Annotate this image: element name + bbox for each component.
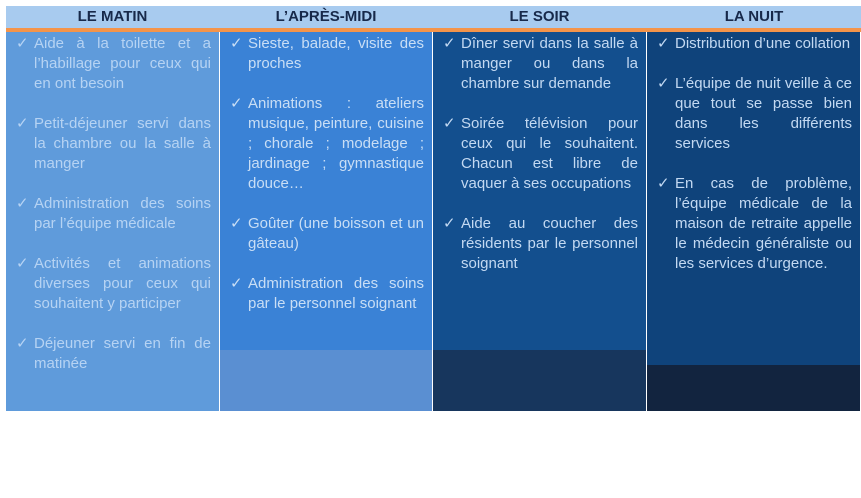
list-item-text: Administration des soins par l’équipe médicale [34,195,211,232]
list-item [443,34,638,94]
check-icon: ✓ [657,175,670,192]
check-icon: ✓ [443,215,456,232]
list-item-text: Goûter (une boisson et un gâteau) [248,215,424,252]
column-apres-midi [220,32,432,411]
check-icon: ✓ [16,195,29,212]
header-soir: LE SOIR [509,8,570,25]
list-item [16,114,211,174]
list-item [443,114,638,194]
list-item-text: Petit-déjeuner servi dans la chambre ou la salle à manger [34,115,211,172]
list-item [16,254,211,314]
list-item-text: Administration des soins par le personnel soignant [248,275,424,312]
column-soir [433,32,646,411]
list-item [16,334,211,374]
check-icon: ✓ [657,35,670,52]
column-matin [6,32,219,411]
check-icon: ✓ [230,35,243,52]
check-icon: ✓ [16,335,29,352]
header-apres-midi: L’APRÈS-MIDI [275,8,377,25]
list-item-text: Déjeuner servi en fin de matinée [34,335,211,372]
header-nuit: LA NUIT [724,8,784,25]
list-item [657,174,852,274]
list-item [230,214,424,254]
check-icon: ✓ [16,35,29,52]
list-item [230,274,424,314]
check-icon: ✓ [16,115,29,132]
list-item-text: Activités et animations diverses pour ceux qui souhaitent y participer [34,255,211,312]
list-item-text: Aide au coucher des résidents par le personnel soignant [461,215,638,272]
table-header [6,6,861,28]
column-items [433,34,646,294]
check-icon: ✓ [657,75,670,92]
header-matin: LE MATIN [77,8,148,25]
check-icon: ✓ [443,35,456,52]
list-item-text: Aide à la toilette et a l’habillage pour ceux qui en ont besoin [34,35,211,92]
list-item [230,34,424,74]
list-item [230,94,424,194]
list-item [443,214,638,274]
check-icon: ✓ [443,115,456,132]
list-item-text: Distribution d’une collation [675,35,851,52]
check-icon: ✓ [230,95,243,112]
column-items [220,34,432,334]
list-item-text: Animations : ateliers musique, peinture, cuisine ; chorale ; modelage ; jardinage ; gymnastique douce… [248,95,424,192]
check-icon: ✓ [230,215,243,232]
list-item [16,34,211,94]
column-nuit [647,32,860,411]
list-item [657,74,852,154]
check-icon: ✓ [16,255,29,272]
list-item [16,194,211,234]
list-item-text: Sieste, balade, visite des proches [248,35,424,72]
list-item-text: Dîner servi dans la salle à manger ou dans la chambre sur demande [461,35,638,92]
list-item-text: En cas de problème, l’équipe médicale de la maison de retraite appelle le médecin généraliste ou les services d’urgence. [675,175,852,272]
column-items [6,34,219,394]
list-item-text: L’équipe de nuit veille à ce que tout se passe bien dans les différents services [675,75,852,152]
column-items [647,34,860,294]
list-item [657,34,852,54]
list-item-text: Soirée télévision pour ceux qui le souhaitent. Chacun est libre de vaquer à ses occupations [461,115,638,192]
check-icon: ✓ [230,275,243,292]
